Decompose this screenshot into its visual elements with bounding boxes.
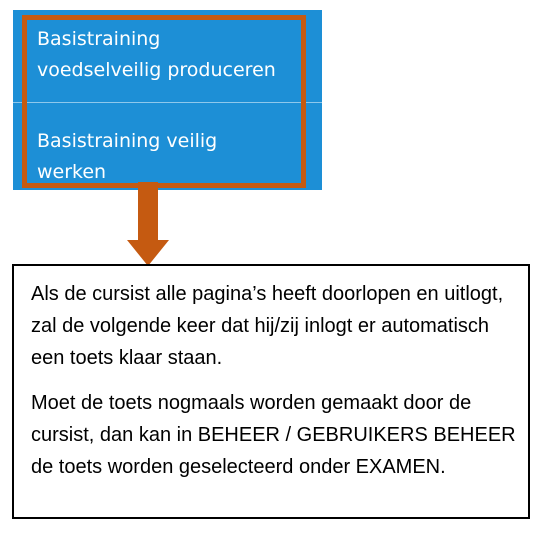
callout-paragraph-2: Moet de toets nogmaals worden gemaakt door de cursist, dan kan in BEHEER / GEBRUIKERS BEHEER de toets worden geselecteerd onder EXAMEN. <box>31 392 516 478</box>
menu-item-label-line2: werken <box>37 161 107 183</box>
menu-item-basistraining-veilig-werken[interactable] <box>13 126 322 188</box>
callout-paragraph-1: Als de cursist alle pagina’s heeft doorlopen en uitlogt, zal de volgende keer dat hij/zij inlogt er automatisch een toets klaar staan. <box>31 283 504 369</box>
menu-item-label-line1: Basistraining veilig <box>37 130 218 152</box>
menu-divider <box>13 102 322 103</box>
menu-item-label-line2: voedselveilig produceren <box>37 59 276 81</box>
menu-item-label-line1: Basistraining <box>37 28 161 50</box>
arrow-down-icon <box>127 182 169 266</box>
menu-item-basistraining-voedselveilig[interactable] <box>13 24 322 86</box>
callout-box <box>12 264 530 519</box>
course-menu-panel <box>13 10 322 190</box>
